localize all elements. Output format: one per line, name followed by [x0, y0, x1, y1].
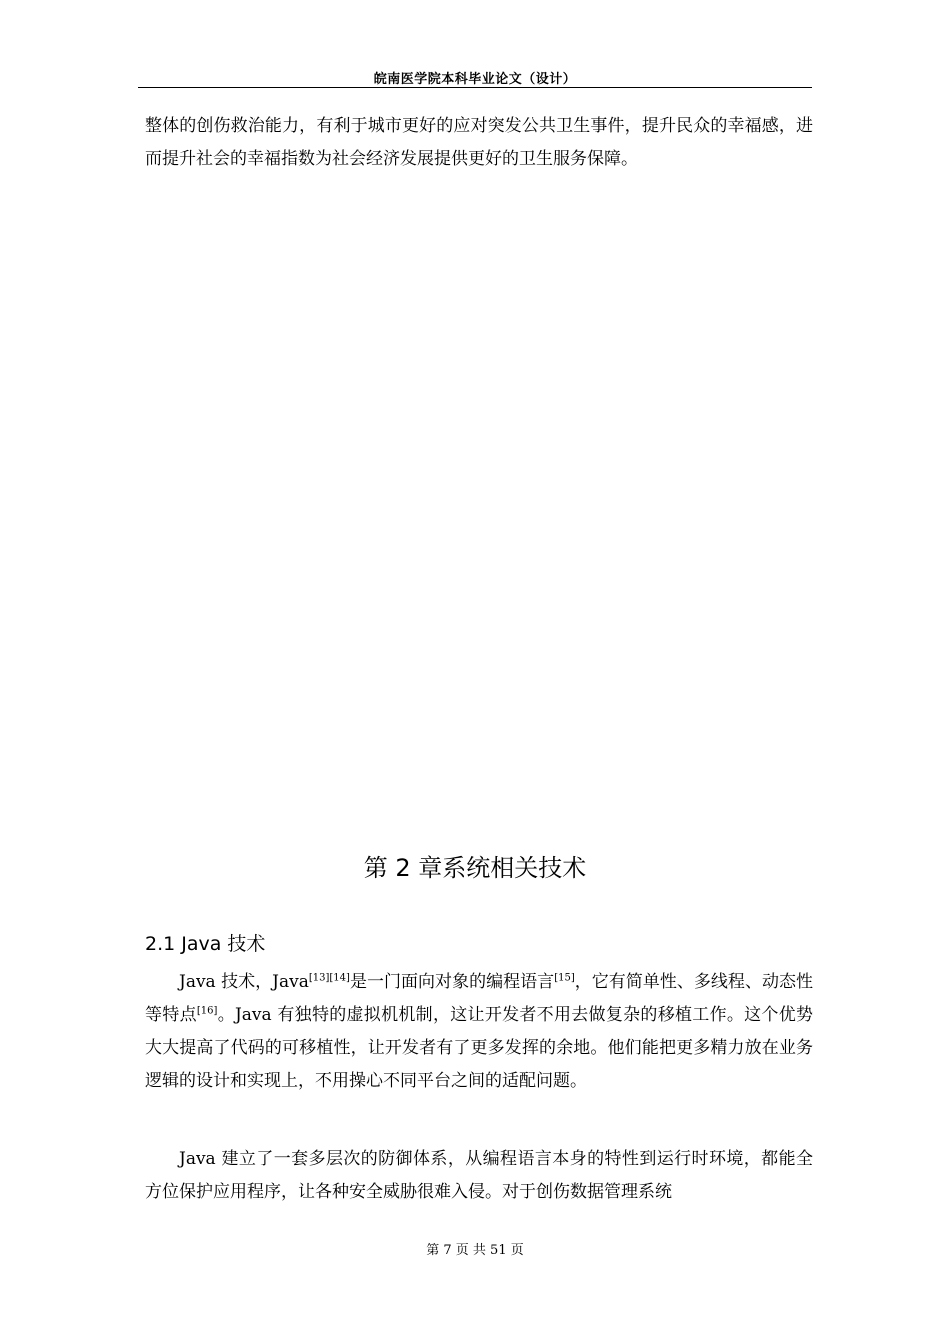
java-security-paragraph: Java 建立了一套多层次的防御体系，从编程语言本身的特性到运行时环境，都能全方位保护应用程序，让各种安全威胁很难入侵。对于创伤数据管理系统 — [145, 1149, 813, 1202]
running-header: 皖南医学院本科毕业论文（设计） — [373, 72, 577, 87]
section-title: 2.1 Java 技术 — [145, 933, 266, 955]
chapter-title: 第 2 章系统相关技术 — [363, 854, 587, 882]
citation: [16] — [196, 1005, 218, 1017]
citation: [13][14] — [308, 972, 350, 984]
paragraph-text: 。Java 有独特的虚拟机机制，这让开发者不用去做复杂的移植工作。这个优势大大提高了代码的可移植性，让开发者有了更多发挥的余地。他们能把更多精力放在业务逻辑的设计和实现上，不用操心不同平台之间的适配问题。 — [145, 1005, 814, 1091]
paragraph-text: 是一门面向对象的编程语言 — [349, 972, 555, 992]
header-divider — [138, 87, 812, 88]
java-intro-paragraph — [145, 966, 813, 1098]
page-number-footer: 第 7 页 共 51 页 — [426, 1243, 524, 1258]
paragraph-text: ，它有简单性、多线程、动态性等特点 — [145, 972, 814, 1025]
paragraph-text: Java 技术，Java — [179, 972, 309, 992]
citation: [15] — [554, 972, 575, 984]
continuation-paragraph: 整体的创伤救治能力，有利于城市更好的应对突发公共卫生事件，提升民众的幸福感，进而提升社会的幸福指数为社会经济发展提供更好的卫生服务保障。 — [145, 116, 813, 169]
